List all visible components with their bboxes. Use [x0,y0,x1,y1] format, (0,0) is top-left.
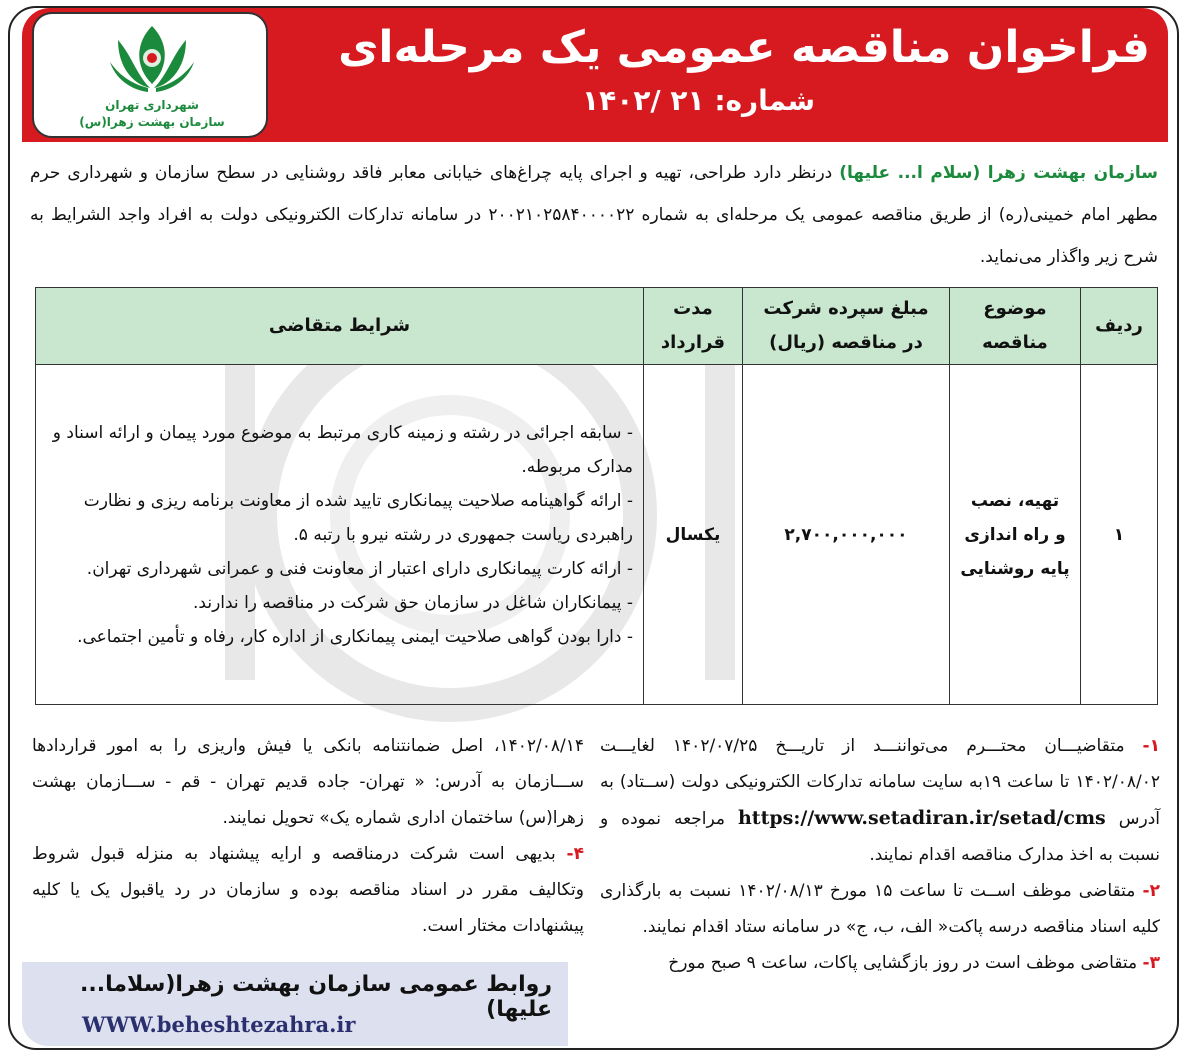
logo-text-municipality: شهرداری تهران [105,98,199,112]
term-4: ۴- بدیهی است شرکت درمناقصه و ارایه پیشنهاد به منزله قبول شروط وتکالیف مقرر در اسناد مناقصه بوده و سازمان در رد یاقبول یک یا کلیه پیشنهادات مختار است. [32,844,584,936]
footer-title: روابط عمومی سازمان بهشت زهرا(سلاما... علیها) [80,972,552,1022]
condition-item: - پیمانکاران شاغل در سازمان حق شرکت در مناقصه را ندارند. [193,592,633,613]
condition-item: - سابقه اجرائی در رشته و زمینه کاری مرتبط به موضوع مورد پیمان و ارائه اسناد و مدارک مربوطه. [52,422,633,477]
page-title: فراخوان مناقصه عمومی یک مرحله‌ای [338,22,1150,73]
setad-link[interactable]: https://www.setadiran.ir/setad/cms [737,807,1106,829]
header-row-number: ردیف [1081,288,1158,365]
logo-text-organization: سازمان بهشت زهرا(س) [79,115,225,129]
condition-item: - ارائه کارت پیمانکاری دارای اعتبار از معاونت فنی و عمرانی شهرداری تهران. [86,558,633,579]
intro-paragraph [30,152,1158,278]
tulip-logo-icon [106,22,198,96]
cell-row-number: ۱ [1081,365,1158,705]
term-2: ۲- متقاضی موظف اســت تا ساعت ۱۵ مورخ ۱۴۰۲/۰۸/۱۳ نسبت به بارگذاری کلیه اسناد مناقصه درسه پاکت« الف، ب، ج» در سامانه ستاد اقدام نمایند. [600,881,1160,937]
logo-box [32,12,268,138]
table-row [36,365,1158,705]
table-header-row [36,288,1158,365]
tender-number: شماره: ۲۱ /۱۴۰۲ [582,84,815,117]
term-3: ۳- متقاضی موظف است در روز بازگشایی پاکات، ساعت ۹ صبح مورخ [668,953,1160,973]
terms-right-column [600,728,1160,981]
term-3-continued: ۱۴۰۲/۰۸/۱۴، اصل ضمانتنامه بانکی یا فیش واریزی را به امور قراردادها ســـازمان به آدرس: « تهران- جاده قدیم تهران - قم - ســـازمان بهشت زهرا(س) ساختمان اداری شماره یک» تحویل نمایند. [32,736,584,828]
header-deposit: مبلغ سپرده شرکت در مناقصه (ریال) [743,288,950,365]
condition-item: - دارا بودن گواهی صلاحیت ایمنی پیمانکاری از اداره کار، رفاه و تأمین اجتماعی. [77,626,633,647]
terms-left-column [32,728,584,944]
intro-text: درنظر دارد طراحی، تهیه و اجرای پایه چراغ‌های خیابانی معابر فاقد روشنایی در سطح سازمان و شهرداری حرم مطهر امام خمینی(ره) از طریق مناقصه عمومی یک مرحله‌ای به شماره ۲۰۰۲۱۰۲۵۸۴۰۰۰۰۲۲ در سامانه تدارکات الکترونیکی دولت به افراد واجد الشرایط به شرح زیر واگذار می‌نماید. [30,163,1159,267]
organization-name: سازمان بهشت زهرا (سلام ا... علیها) [839,163,1158,183]
cell-duration: یکسال [644,365,743,705]
cell-conditions [36,365,644,705]
tender-table [35,287,1158,705]
cell-topic: تهیه، نصب و راه اندازی پایه روشنایی [950,365,1081,705]
footer-box [22,962,568,1046]
footer-website-link[interactable]: WWW.beheshtezahra.ir [82,1012,356,1037]
term-1: ۱- متقاضیـــان محتـــرم می‌تواننـــد از تاریـــخ ۱۴۰۲/۰۷/۲۵ لغایـــت ۱۴۰۲/۰۸/۰۲ تا ساعت ۱۹به سایت سامانه تدارکات الکترونیکی دولت (ســتاد) به آدرس https://www.setadiran.ir/setad/cms مراجعه نموده و نسبت به اخذ مدارک مناقصه اقدام نمایند. [600,736,1160,865]
cell-deposit: ۲,۷۰۰,۰۰۰,۰۰۰ [743,365,950,705]
header-topic: موضوع مناقصه [950,288,1081,365]
header-conditions: شرایط متقاضی [36,288,644,365]
header-duration: مدت قرارداد [644,288,743,365]
condition-item: - ارائه گواهینامه صلاحیت پیمانکاری تایید شده از معاونت برنامه ریزی و نظارت راهبردی ریاست جمهوری در رشته نیرو با رتبه ۵. [83,490,633,545]
